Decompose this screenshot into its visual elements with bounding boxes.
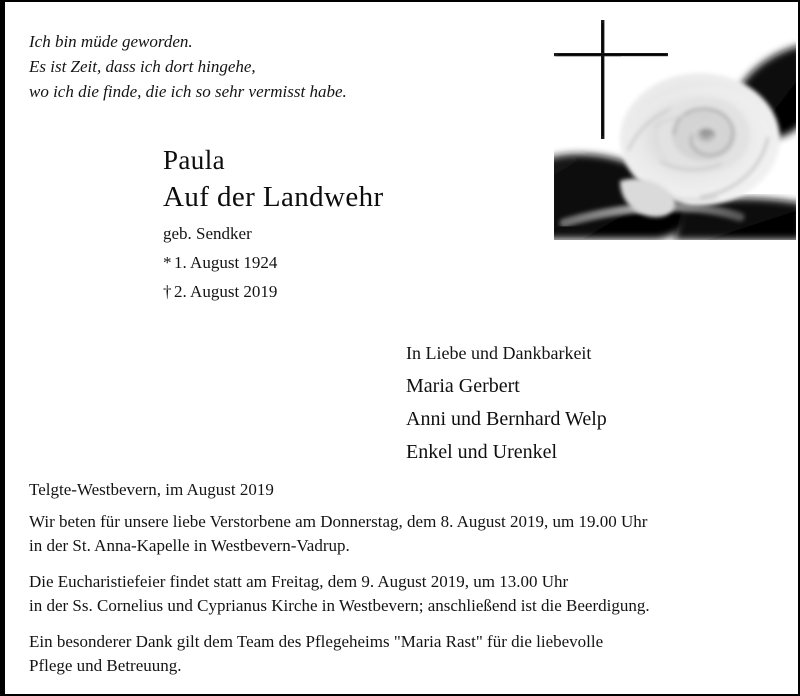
deceased-name-block xyxy=(163,142,493,306)
death-symbol: † xyxy=(163,282,172,301)
maiden-name: geb. Sendker xyxy=(163,224,252,243)
first-name: Paula xyxy=(163,145,225,175)
paragraph-line: Wir beten für unsere liebe Verstorbene am Donnerstag, dem 8. August 2019, um 19.00 Uhr xyxy=(29,512,648,531)
quote-line-3: wo ich die finde, die ich so sehr vermisst habe. xyxy=(29,82,347,101)
death-date: 2. August 2019 xyxy=(174,282,278,301)
birth-date-line xyxy=(163,248,493,277)
paragraph-line: in der Ss. Cornelius und Cyprianus Kirche in Westbevern; anschließend ist die Beerdigung. xyxy=(29,596,650,615)
service-paragraph xyxy=(29,510,774,558)
family-member: Enkel und Urenkel xyxy=(406,441,558,463)
quote-line-1: Ich bin müde geworden. xyxy=(29,32,193,51)
border-left xyxy=(0,0,5,696)
birth-date: 1. August 1924 xyxy=(174,253,278,272)
death-date-line xyxy=(163,277,493,306)
paragraph-line: in der St. Anna-Kapelle in Westbevern-Vadrup. xyxy=(29,536,350,555)
birth-symbol: * xyxy=(163,253,172,272)
dedication-text: In Liebe und Dankbarkeit xyxy=(406,343,592,363)
service-details xyxy=(29,510,774,678)
paragraph-line: Die Eucharistiefeier findet statt am Freitag, dem 9. August 2019, um 13.00 Uhr xyxy=(29,572,569,591)
family-block xyxy=(406,337,756,469)
memorial-quote xyxy=(29,29,529,104)
last-name: Auf der Landwehr xyxy=(163,181,384,213)
paragraph-line: Pflege und Betreuung. xyxy=(29,656,182,675)
family-member: Anni und Bernhard Welp xyxy=(406,408,607,430)
border-top xyxy=(0,0,800,2)
memorial-photo xyxy=(554,11,796,240)
family-member: Maria Gerbert xyxy=(406,375,520,397)
place-and-date: Telgte-Westbevern, im August 2019 xyxy=(29,480,274,499)
paragraph-line: Ein besonderer Dank gilt dem Team des Pflegeheims "Maria Rast" für die liebevolle xyxy=(29,632,604,651)
service-paragraph xyxy=(29,570,774,618)
quote-line-2: Es ist Zeit, dass ich dort hingehe, xyxy=(29,57,256,76)
memorial-photo-graphic xyxy=(554,11,796,240)
service-paragraph xyxy=(29,630,774,678)
